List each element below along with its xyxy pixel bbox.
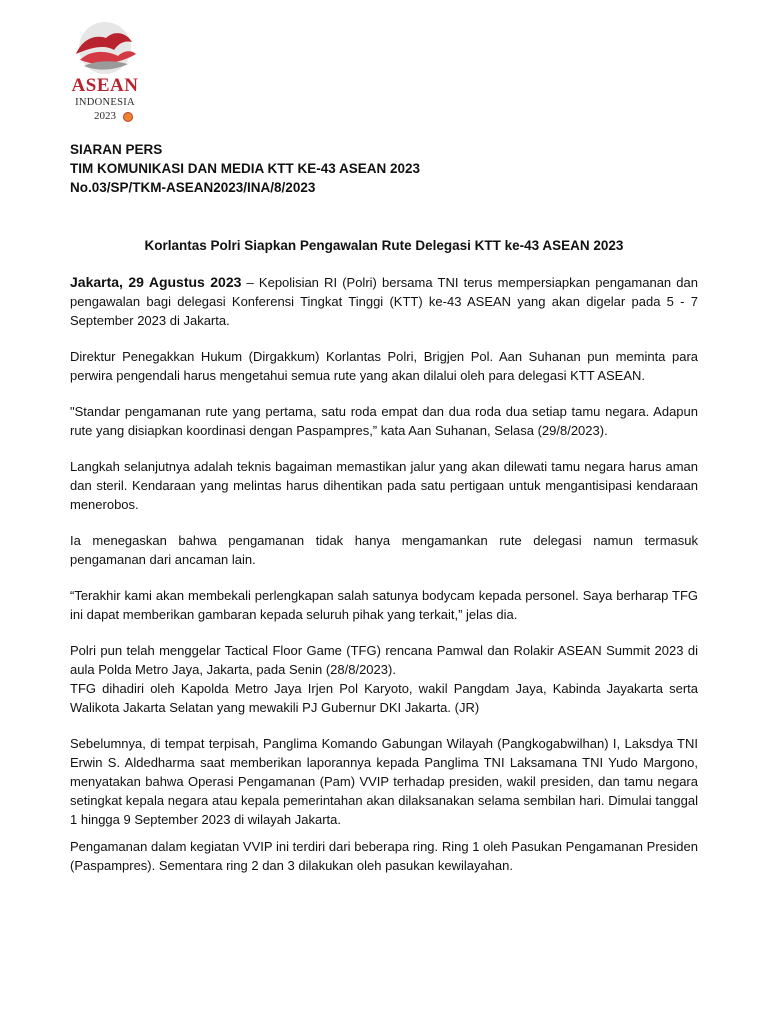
paragraph-2: Direktur Penegakkan Hukum (Dirgakkum) Korlantas Polri, Brigjen Pol. Aan Suhanan pun meminta para perwira pengendali harus mengetahui semua rute yang akan dilalui oleh para delegasi KTT ASEAN. (70, 349, 698, 383)
press-release-body (70, 273, 698, 892)
paragraph-1 (70, 273, 698, 330)
asean-seal-icon (123, 112, 133, 122)
header-team: TIM KOMUNIKASI DAN MEDIA KTT KE-43 ASEAN 2023 (70, 161, 421, 176)
logo-asean-text: ASEAN (71, 75, 139, 96)
asean-emblem-icon (60, 20, 150, 76)
paragraph-4: Langkah selanjutnya adalah teknis bagaiman memastikan jalur yang akan dilewati tamu negara harus aman dan steril. Kendaraan yang melintas harus dihentikan pada satu pertigaan untuk mengantisipasi kendaraan menerobos. (70, 459, 698, 512)
asean-indonesia-2023-logo (60, 20, 150, 128)
press-release-title: Korlantas Polri Siapkan Pengawalan Rute Delegasi KTT ke-43 ASEAN 2023 (144, 238, 624, 253)
paragraph-7: Polri pun telah menggelar Tactical Floor Game (TFG) rencana Pamwal dan Rolakir ASEAN Summit 2023 di aula Polda Metro Jaya, Jakarta, pada Senin (28/8/2023). (70, 643, 698, 677)
press-release-header (70, 140, 710, 197)
logo-year-value: 2023 (94, 110, 116, 122)
paragraph-5: Ia menegaskan bahwa pengamanan tidak hanya mengamankan rute delegasi namun termasuk pengamanan dari ancaman lain. (70, 533, 698, 567)
paragraph-9: Sebelumnya, di tempat terpisah, Panglima Komando Gabungan Wilayah (Pangkogabwilhan) I, Laksdya TNI Erwin S. Aldedharma saat memberikan laporannya kepada Panglima TNI Laksamana TNI Yudo Margono, menyatakan bahwa Operasi Pengamanan (Pam) VVIP terhadap presiden, wakil presiden, dan tamu negara setingkat kepala negara atau kepala pemerintahan akan dilaksanakan selama sembilan hari. Dimulai tanggal 1 hingga 9 September 2023 di wilayah Jakarta. (70, 736, 698, 827)
paragraph-8: TFG dihadiri oleh Kapolda Metro Jaya Irjen Pol Karyoto, wakil Pangdam Jaya, Kabinda Jayakarta serta Walikota Jakarta Selatan yang mewakili PJ Gubernur DKI Jakarta. (JR) (70, 681, 698, 715)
logo-year-text (60, 110, 150, 122)
paragraph-6: “Terakhir kami akan membekali perlengkapan salah satunya bodycam kepada personel. Saya berharap TFG ini dapat memberikan gambaran kepada seluruh pihak yang terkait,” jelas dia. (70, 588, 698, 622)
paragraph-3: "Standar pengamanan rute yang pertama, satu roda empat dan dua roda dua setiap tamu negara. Adapun rute yang disiapkan koordinasi dengan Paspampres,” kata Aan Suhanan, Selasa (29/8/2023). (70, 404, 698, 438)
dateline: Jakarta, 29 Agustus 2023 (70, 274, 242, 290)
logo-country-text: INDONESIA (75, 97, 135, 108)
header-reference-number: No.03/SP/TKM-ASEAN2023/INA/8/2023 (70, 180, 316, 195)
paragraph-10: Pengamanan dalam kegiatan VVIP ini terdiri dari beberapa ring. Ring 1 oleh Pasukan Pengamanan Presiden (Paspampres). Sementara ring 2 dan 3 dilakukan oleh pasukan kewilayahan. (70, 839, 698, 873)
header-label: SIARAN PERS (70, 142, 163, 157)
paragraph-1-text: – Kepolisian RI (Polri) bersama TNI terus mempersiapkan pengamanan dan pengawalan bagi delegasi Konferensi Tingkat Tinggi (KTT) ke-43 ASEAN yang akan digelar pada 5 - 7 September 2023 di Jakarta. (70, 275, 699, 328)
